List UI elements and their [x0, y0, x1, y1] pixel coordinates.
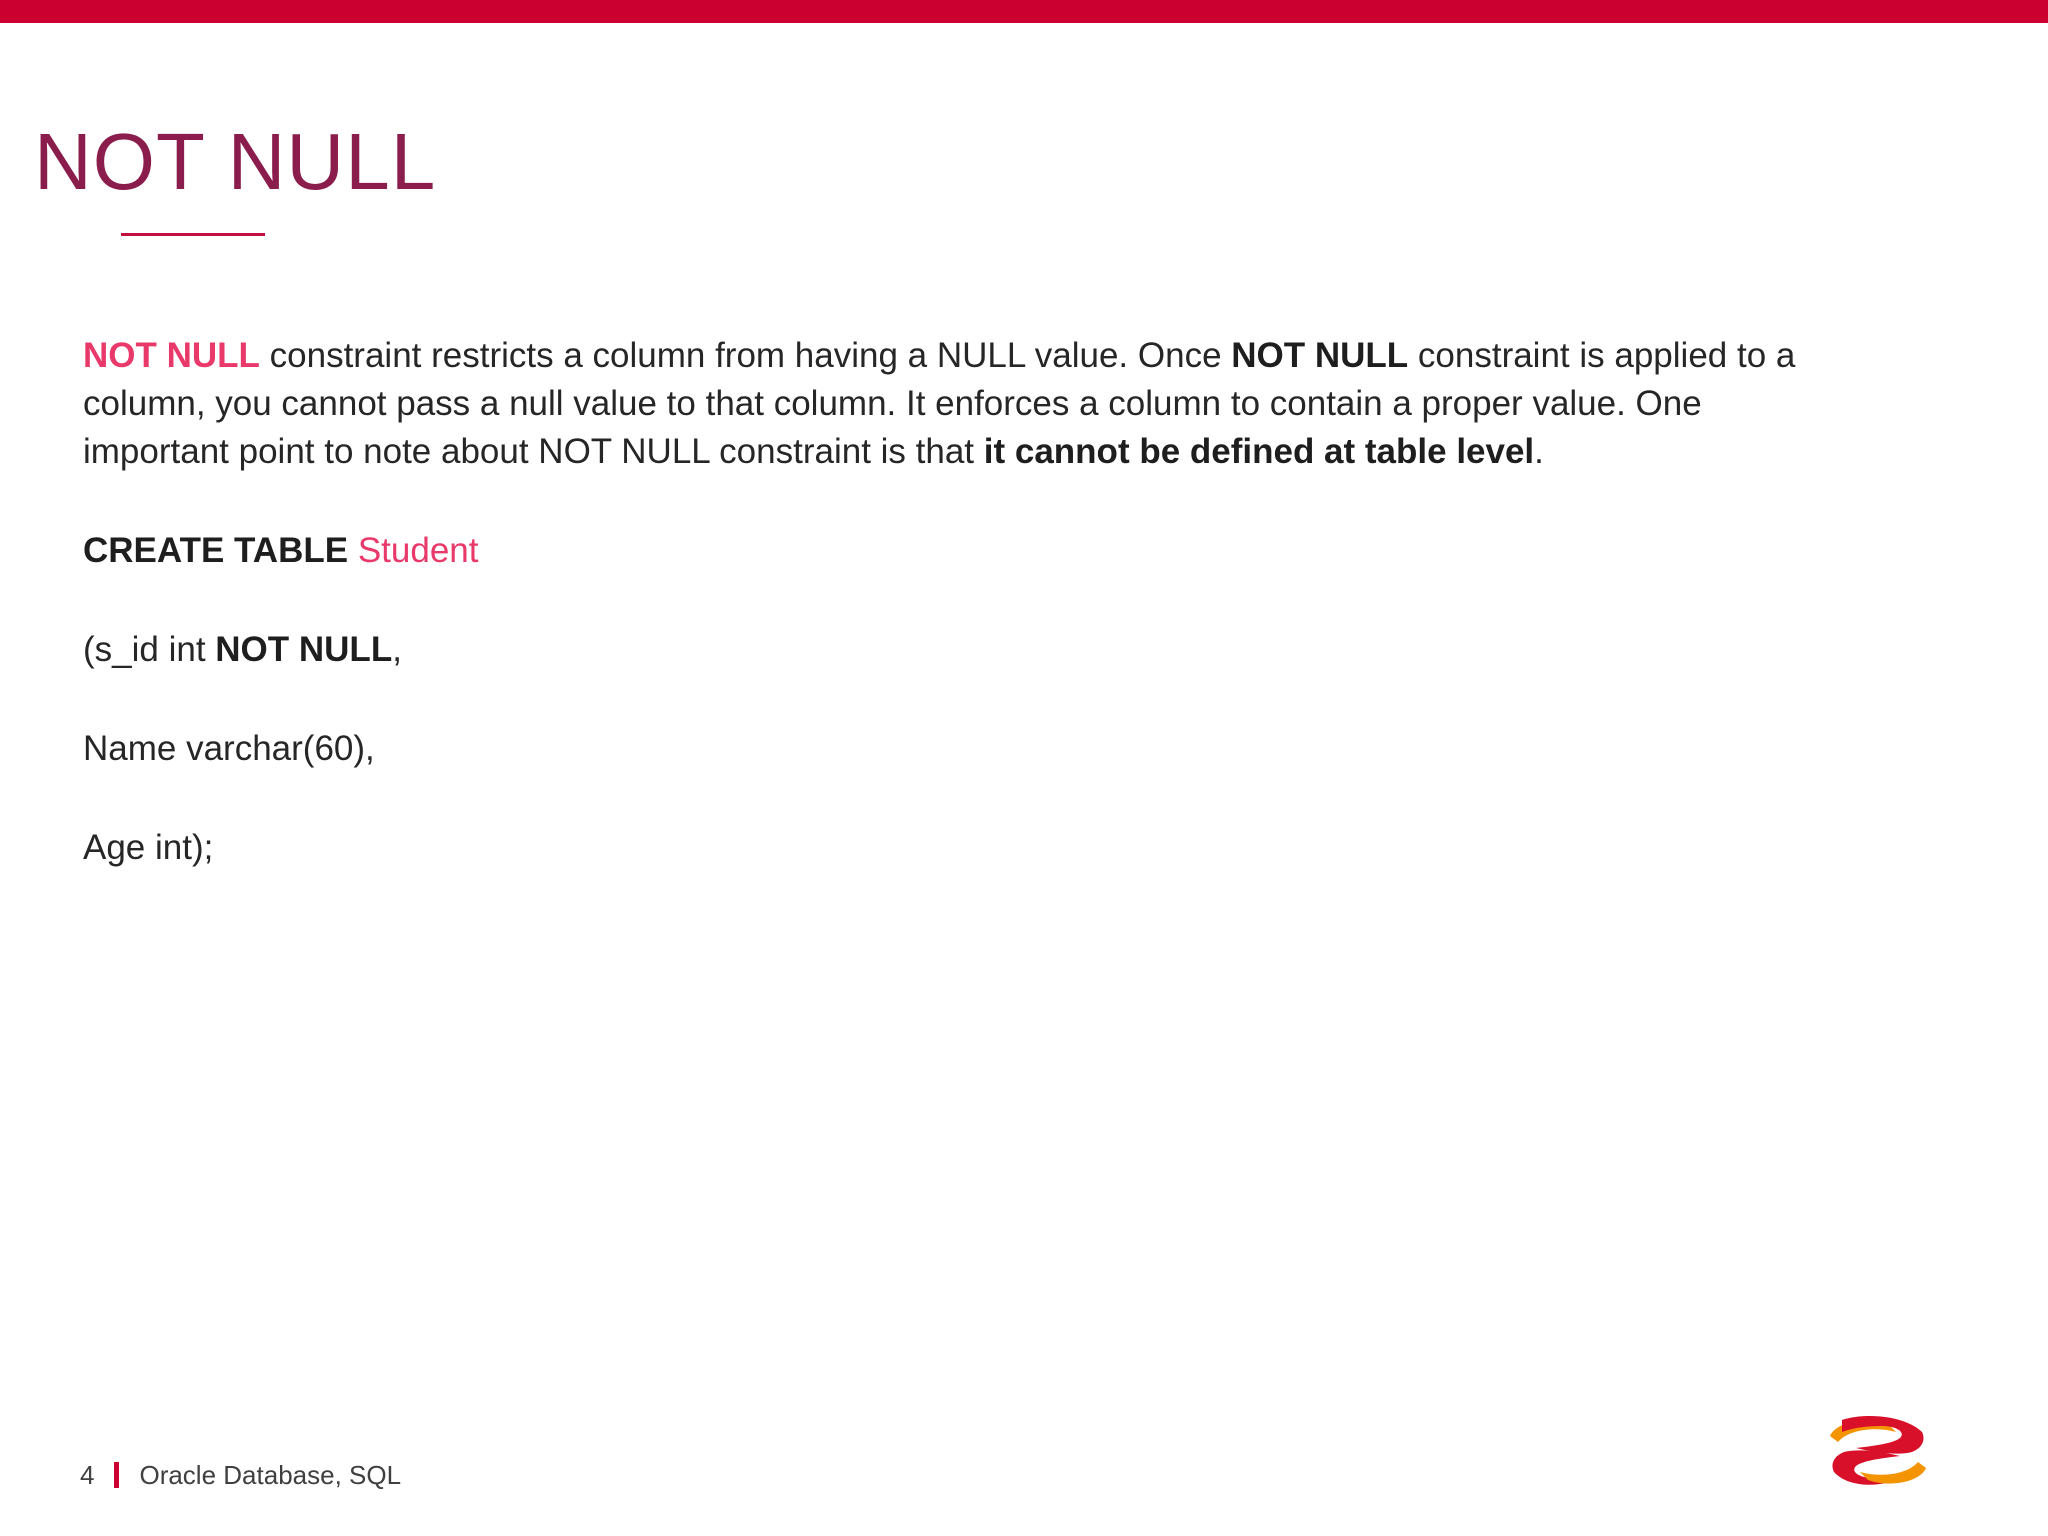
code-line-id — [83, 628, 402, 672]
title-underline — [121, 233, 265, 236]
company-logo-icon — [1826, 1414, 1930, 1490]
table-name: Student — [357, 531, 479, 570]
page-number: 4 — [80, 1459, 95, 1490]
paragraph-text-1: constraint restricts a column from having a NULL value. Once — [259, 336, 1232, 375]
paragraph-text-2: constraint is applied to a column, you cannot pass a null value to that column. It enforces a column to contain a proper value. One important point to note about NOT NULL constraint is that — [83, 336, 1796, 471]
paragraph-emphasis: it cannot be defined at table level — [983, 432, 1535, 471]
not-null-keyword: NOT NULL — [215, 630, 393, 669]
slide-footer — [80, 1458, 401, 1492]
paragraph-lead-keyword: NOT NULL — [83, 336, 260, 375]
slide-title: NOT NULL — [34, 117, 437, 206]
create-table-keyword: CREATE TABLE — [83, 531, 349, 570]
description-paragraph — [83, 332, 1843, 476]
paragraph-end: . — [1534, 432, 1544, 471]
footer-label: Oracle Database, SQL — [139, 1459, 402, 1490]
logo-orange-swoosh-bottom — [1860, 1462, 1926, 1484]
logo-red-swoosh-top — [1842, 1416, 1924, 1454]
code-line-name: Name varchar(60), — [83, 729, 375, 768]
code-line-id-prefix: (s_id int — [83, 630, 216, 669]
code-line-age: Age int); — [83, 828, 214, 867]
code-line-id-suffix: , — [392, 630, 402, 669]
paragraph-bold-keyword: NOT NULL — [1231, 336, 1409, 375]
footer-separator — [114, 1462, 119, 1488]
code-line-create — [83, 529, 478, 573]
top-accent-bar — [0, 0, 2048, 23]
